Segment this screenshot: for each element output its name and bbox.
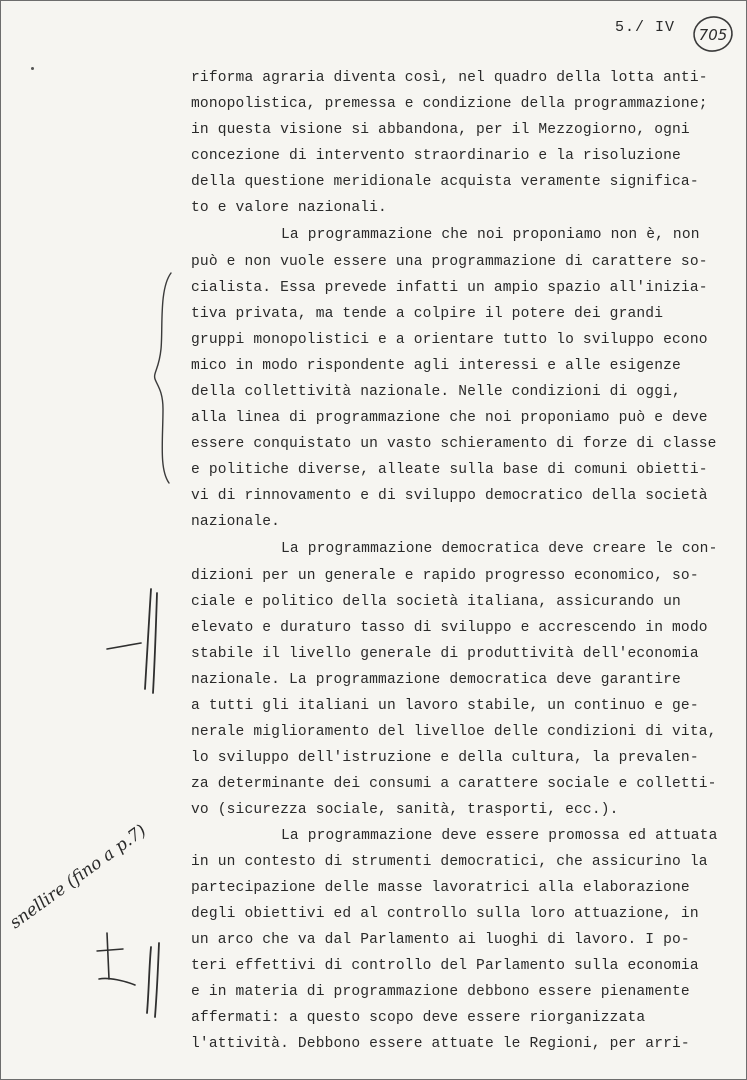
text-line: tiva privata, ma tende a colpire il potere dei grandi (191, 306, 664, 322)
text-line: della collettività nazionale. Nelle condizioni di oggi, (191, 384, 681, 400)
margin-double-bar-mark (101, 581, 171, 701)
paragraph-start-line: La programmazione che noi proponiamo non è, non (281, 227, 700, 243)
margin-note-text: snellire (fino a p.7) (6, 820, 151, 934)
text-line: della questione meridionale acquista veramente significa- (191, 174, 699, 190)
text-line: affermati: a questo scopo deve essere riorganizzata (191, 1010, 646, 1026)
text-line: vo (sicurezza sociale, sanità, trasporti, ecc.). (191, 802, 619, 818)
text-line: l'attività. Debbono essere attuate le Regioni, per arri- (191, 1036, 690, 1052)
text-line: in un contesto di strumenti democratici, che assicurino la (191, 854, 708, 870)
text-line: nazionale. (191, 514, 281, 530)
paragraph-start-line: La programmazione democratica deve creare le con- (281, 541, 718, 557)
text-line: dizioni per un generale e rapido progresso economico, so- (191, 568, 699, 584)
text-line: un arco che va dal Parlamento ai luoghi di lavoro. I po- (191, 932, 690, 948)
text-line: za determinante dei consumi a carattere sociale e colletti- (191, 776, 717, 792)
text-line: e in materia di programmazione debbono essere pienamente (191, 984, 690, 1000)
paragraph-start-line: La programmazione deve essere promossa ed attuata (281, 828, 718, 844)
text-line: concezione di intervento straordinario e la risoluzione (191, 148, 681, 164)
archive-stamp (691, 13, 735, 55)
text-line: monopolistica, premessa e condizione della programmazione; (191, 96, 708, 112)
text-line: mico in modo rispondente agli interessi e alle esigenze (191, 358, 681, 374)
text-line: gruppi monopolistici e a orientare tutto lo sviluppo econo (191, 332, 708, 348)
text-line: cialista. Essa prevede infatti un ampio spazio all'inizia- (191, 280, 708, 296)
text-line: ciale e politico della società italiana, assicurando un (191, 594, 681, 610)
text-line: e politiche diverse, alleate sulla base di comuni obietti- (191, 462, 708, 478)
text-line: in questa visione si abbandona, per il Mezzogiorno, ogni (191, 122, 690, 138)
page-number: 5./ IV (615, 19, 676, 36)
text-line: teri effettivi di controllo del Parlamento sulla economia (191, 958, 699, 974)
text-line: nazionale. La programmazione democratica deve garantire (191, 672, 681, 688)
text-line: partecipazione delle masse lavoratrici alla elaborazione (191, 880, 690, 896)
stamp-number: 705 (698, 26, 728, 44)
text-line: to e valore nazionali. (191, 200, 387, 216)
margin-insert-mark (89, 929, 179, 1019)
ink-speck (31, 67, 34, 70)
margin-brace-mark (149, 269, 179, 489)
text-line: a tutti gli italiani un lavoro stabile, un continuo e ge- (191, 698, 699, 714)
margin-note (1, 801, 171, 941)
text-line: può e non vuole essere una programmazione di carattere so- (191, 254, 708, 270)
text-line: vi di rinnovamento e di sviluppo democratico della società (191, 488, 708, 504)
text-line: lo sviluppo dell'istruzione e della cultura, la prevalen- (191, 750, 699, 766)
text-line: stabile il livello generale di produttività dell'economia (191, 646, 699, 662)
text-line: nerale miglioramento del livelloe delle condizioni di vita, (191, 724, 717, 740)
text-line: essere conquistato un vasto schieramento di forze di classe (191, 436, 717, 452)
text-line: degli obiettivi ed al controllo sulla loro attuazione, in (191, 906, 699, 922)
text-line: riforma agraria diventa così, nel quadro della lotta anti- (191, 70, 708, 86)
text-line: alla linea di programmazione che noi proponiamo può e deve (191, 410, 708, 426)
text-line: elevato e duraturo tasso di sviluppo e accrescendo in modo (191, 620, 708, 636)
